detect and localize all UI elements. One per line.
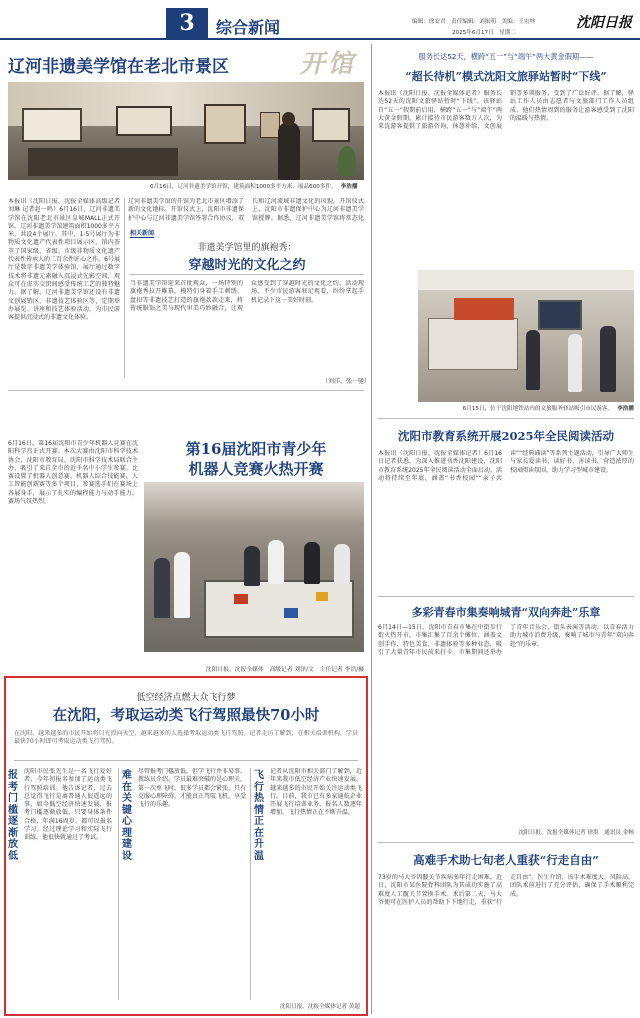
- museum-display-frame: [22, 108, 82, 142]
- museum-display-frame: [312, 108, 350, 142]
- comment-rule: [130, 274, 364, 275]
- museum-display-frame: [116, 106, 172, 136]
- museum-display-frame: [260, 112, 280, 138]
- article4-caption-text: 6月15日，位于沈阳地铁站内的文旅服务驿站吸引市民游客。: [462, 406, 614, 412]
- museum-showcase: [28, 148, 178, 176]
- station-counter: [428, 318, 518, 370]
- section-rule: [378, 842, 634, 843]
- article3-lead: 在沈阳，越来越多的市民开始将目光投向天空，越来越多的人选择考取运动类飞行驾照。记者走访了解到，在相关培训机构，学员最快70小时即可考取运动类飞行驾照。: [14, 730, 358, 746]
- student-figure: [304, 542, 320, 584]
- column-divider: [124, 198, 125, 378]
- newspaper-logo: 沈阳日报: [576, 15, 632, 31]
- article3-subhead-right: 飞行热情正在升温: [254, 770, 264, 862]
- visitor-figure: [600, 326, 616, 392]
- museum-display-frame: [204, 104, 246, 144]
- article4-caption: [378, 406, 634, 413]
- comment-title: 穿越时光的文化之约: [188, 258, 306, 273]
- comment-subtitle: 非遗美学馆里的旗袍秀：: [197, 243, 297, 253]
- article7-body: 73岁的马大爷因髋关节疾病多年行走困难，近日，沈阳市某医院骨科团队为其成功实施了高难度人工髋关节置换手术。术后第二天，马大爷便可在医护人员的帮助下下地行走，重获“行走自由”。医生介绍，该手术难度大、风险高，团队术前进行了充分评估，确保了手术顺利完成。: [378, 874, 634, 906]
- station-photo: [418, 270, 634, 402]
- competition-table: [204, 580, 354, 638]
- comment-author: （刘洋，张一驰）: [322, 378, 371, 385]
- comment-kicker: 相关新闻: [130, 230, 155, 237]
- article5-title: 沈阳市教育系统开展2025年全民阅读活动: [397, 429, 614, 443]
- header-bar: [0, 0, 640, 40]
- museum-plant: [338, 146, 356, 176]
- column-divider: [250, 768, 251, 1000]
- section-name: 综合新闻: [216, 18, 281, 37]
- section-rule: [378, 418, 634, 419]
- article2-body: 6月16日，第16届沈阳市青少年机器人竞赛在沈阳科学宫正式开赛。本次大赛由沈阳市科学技术协会、沈阳市教育局、沈阳市科学技术局联合主办，吸引了来自全市的近千名中小学生参赛。比赛设置了机器人创意赛、机器人综合技能赛、人工智能创新赛等多个项目，参赛选手们在赛场上各展身手，展示了扎实的编程能力与动手能力，赛场气氛热烈。: [8, 440, 138, 506]
- article4-photographer: 李浩播: [617, 406, 634, 412]
- museum-photo: [8, 82, 364, 180]
- article3-title: 在沈阳，考取运动类飞行驾照最快70小时: [52, 707, 320, 724]
- article3-body-left: 沈阳市民张先生是一名飞行爱好者，今年初报名参加了运动类飞行驾照培训。他告诉记者，过去总觉得飞行是离普通人很遥远的事，如今低空经济快速发展，报考门槛逐渐放低，只要身体条件合格、年满16周岁，都可以报名学习。经过理论学习和实际飞行训练，他很快就通过了考试。: [24, 768, 112, 842]
- visitor-figure: [526, 330, 540, 390]
- student-figure: [334, 544, 350, 584]
- article6-title: 多彩青春市集奏响城青“双向奔赴”乐章: [411, 606, 601, 619]
- article4-body: 本报讯（沈阳日报、沈报全媒体记者）服务长达52天的沈阳文旅驿站暂时“下线”。该驿站自“五一”假期前启用，横跨“五一”与“端午”两大黄金假期，累计接待市民游客数万人次，为来沈游客提供了旅游咨询、休憩补给、文创展销等多项服务，受到了广泛好评。据了解，驿站工作人员由志愿者与文旅部门工作人员组成，他们热情周到的服务让游客感受到了沈阳的温暖与热情。: [378, 90, 634, 131]
- article6-body: 6月14日—15日，沈阳市青春市集在中街步行街火热开市。市集汇集了百余个摊位，涵盖文创手作、特色美食、非遗体验等多种业态，吸引了大量青年市民前来打卡。市集期间还举办了青年音乐会、街头表演等活动，以青春活力助力城市消费升级，奏响了城市与青年“双向奔赴”的乐章。: [378, 624, 634, 656]
- article3-rule: [14, 760, 358, 761]
- header-staff: 编辑：徐安君 责任编辑：刘振明 美编：王宏坤: [412, 19, 536, 25]
- station-ceiling-light: [418, 270, 634, 290]
- robot-car: [316, 592, 328, 601]
- article1-title-brush: 开馆: [300, 49, 357, 78]
- article5-body: 本报讯（沈阳日报、沈报全媒体记者）6月16日记者获悉，为深入推进书香沈阳建设，沈阳市教育系统2025年全民阅读活动全面启动。活动将持续至年底，涵盖“书香校园”“亲子共读”“经典诵读”等系列主题活动，引导广大师生与家长爱读书、读好书、善读书，营造浓厚的校园阅读氛围，助力学习型城市建设。: [378, 450, 634, 482]
- article1-caption-text: 6月16日，辽河非遗美学馆开馆，建筑面积1000多平方米，展品600多件。: [150, 184, 337, 190]
- visitor-head: [282, 112, 295, 126]
- student-figure: [174, 552, 190, 618]
- robot-car: [234, 594, 248, 604]
- section-rule: [378, 596, 634, 597]
- article1-photographer: 李浩播: [340, 184, 358, 190]
- robot-competition-photo: [144, 482, 364, 652]
- station-banner: [454, 298, 514, 320]
- article3-body-right: 记者从沈阳市相关部门了解到，近年来我市低空经济产业快速发展，越来越多的市民开始关注运动类飞行。目前，我市已有多家通航企业开展飞行培训业务，报名人数逐年增加，飞行热情正在不断升温。: [270, 768, 362, 817]
- student-figure: [244, 546, 260, 586]
- article4-title: “超长待机”模式沈阳文旅驿站暂时“下线”: [405, 70, 607, 83]
- article1-caption: [150, 184, 364, 191]
- section-rule: [8, 390, 364, 391]
- article2-title-line1: 第16届沈阳市青少年: [185, 440, 327, 458]
- robot-car: [284, 608, 298, 618]
- student-figure: [268, 540, 284, 584]
- student-figure: [154, 558, 170, 618]
- article3-subhead-mid: 难在关键心理建设: [122, 770, 132, 862]
- article3-kicker: 低空经济点燃大众飞行梦: [136, 693, 236, 703]
- hall-ceiling: [144, 482, 364, 522]
- column-divider: [118, 768, 119, 1000]
- visitor-figure: [278, 122, 300, 180]
- visitor-figure: [568, 334, 582, 392]
- station-screen: [538, 300, 582, 330]
- page-column-divider: [371, 44, 372, 1014]
- article1-body-col1: 本报讯（沈阳日报、沈报全媒体高级记者刘琳 记者赵一鸣）6月16日，辽河非遗美学馆在沈阳老北市景区皇城MALL正式开馆。辽河非遗美学馆建筑面积1000多平方米，共设4个展厅。其中，1-5号展厅为非物质文化遗产代表性项目展示区，馆内荟萃了国家级、省级、市级非物质文化遗产代表性传承人的二百余件匠心之作。6号展厅是数字非遗美学体验馆，展厅通过数字技术将非遗元素融入沉浸式光影空间，观众可在虚实交织间感受传统工艺的独特魅力。据了解，辽河非遗美学馆还设有非遗文创展销区、非遗技艺体验区等，定期举办展览、讲座和技艺体验活动，为市民游客提供沉浸式的非遗文化体验。: [8, 198, 120, 322]
- article3-body-mid: 尽管报考门槛放低，但学飞行并非易事。教练员介绍，学员最难突破的是心理关，第一次单飞时，很多学员都会紧张。只有克服心理障碍，才能真正驾驭飞机，享受飞行的乐趣。: [138, 768, 246, 809]
- article1-title: 辽河非遗美学馆在老北市景区: [8, 57, 229, 77]
- article4-kicker: 服务长达52天，横跨“五一”与“端午”两大黄金假期——: [418, 52, 594, 61]
- article3-subhead-left: 报考门槛逐渐放低: [8, 770, 18, 862]
- header-date: 2025年6月17日 星期二: [452, 30, 517, 36]
- article1-body-col3: 长和辽河流域非遗文化的风貌。开馆仪式上，沈阳市非遗保护中心为辽河非遗美学馆授牌。据悉，辽河非遗美学馆将常态化: [252, 198, 364, 222]
- article2-title-line2: 机器人竞赛火热开赛: [188, 460, 324, 478]
- article3-credit: 沈阳日报、沈报全媒体记者 黄超: [279, 1004, 360, 1010]
- article7-title: 高难手术助七旬老人重获“行走自由”: [413, 853, 599, 867]
- page-number: 3: [179, 10, 195, 36]
- article2-credit: 沈阳日报、沈报全媒体 高级记者 刘泽/文 主任记者 李浩/摄: [205, 667, 364, 673]
- article1-body-col2: 辽河非遗美学馆的开馆为老北市景区增添了新的文化地标。开馆仪式上，沈阳市非遗保护中心与辽河非遗美学馆签署合作协议，双: [128, 198, 244, 222]
- comment-body: 当非遗美学馆迎来首批观众，一场特别的旗袍秀拉开帷幕。模特们身着手工刺绣、盘扣等非遗技艺打造的旗袍款款走来，将传统服饰之美与现代审美巧妙融合，让观众感受到了穿越时光的文化之约。活动现场，不少市民游客驻足观看，纷纷拿起手机记录下这一美好时刻。: [130, 280, 364, 312]
- article6-credit: 沈阳日报、沈报全媒体记者 徐墨 通讯员 金畅: [518, 830, 634, 836]
